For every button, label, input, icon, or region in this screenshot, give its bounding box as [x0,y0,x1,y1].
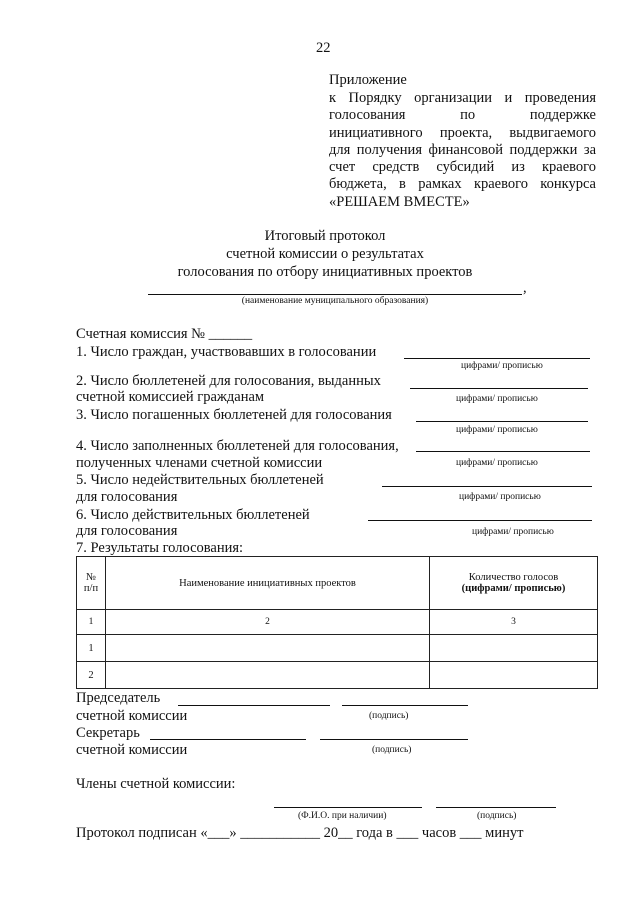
header-num [77,557,106,610]
chairman-name-field[interactable] [178,705,330,706]
protocol-title: Итоговый протокол [264,228,386,244]
commission-number: Счетная комиссия № ______ [76,326,253,342]
item-3: 3. Число погашенных бюллетеней для голосования [76,407,392,423]
item-5: 5. Число недействительных бюллетеней [76,472,324,488]
item-2-field[interactable] [410,388,588,389]
header-num-line: № [85,572,97,583]
members-label: Члены счетной комиссии: [76,776,236,792]
row-name[interactable] [106,662,430,689]
chairman-label: Председатель [76,690,161,706]
item-4-caption: цифрами/ прописью [456,458,538,468]
table-header-row [77,557,598,610]
item-5-cont: для голосования [76,489,178,505]
item-7: 7. Результаты голосования: [76,540,244,556]
item-3-field[interactable] [416,421,588,422]
municipality-caption: (наименование муниципального образования) [241,296,429,306]
signed-line: Протокол подписан «___» ___________ 20__ года в ___ часов ___ минут [76,825,524,841]
member-signature-caption: (подпись) [477,811,517,821]
index-cell: 3 [430,610,598,635]
protocol-subtitle: счетной комиссии о результатах [226,246,424,262]
appendix-line: для получения финансовой поддержки за [329,141,596,158]
table-index-row [77,610,598,635]
header-votes-line: (цифрами/ прописью) [461,583,566,594]
item-1: 1. Число граждан, участвовавших в голосовании [76,344,377,360]
row-num: 1 [77,635,106,662]
protocol-subtitle-2: голосования по отбору инициативных проектов [177,264,473,280]
row-votes[interactable] [430,662,598,689]
results-table [76,556,598,689]
municipality-comma: , [523,280,527,296]
member-signature-field[interactable] [436,807,556,808]
row-name[interactable] [106,635,430,662]
appendix-line: бюджета, в рамках краевого конкурса [329,176,596,193]
appendix-line: голосования по поддержке [329,107,596,124]
chairman-signature-caption: (подпись) [369,711,409,721]
item-5-field[interactable] [382,486,592,487]
appendix-line: к Порядку организации и проведения [329,90,596,106]
item-2: 2. Число бюллетеней для голосования, выданных [76,373,381,389]
appendix-line: «РЕШАЕМ ВМЕСТЕ» [329,193,470,210]
appendix-line: счет средств субсидий из краевого [329,159,596,176]
row-votes[interactable] [430,635,598,662]
item-4: 4. Число заполненных бюллетеней для голосования, [76,438,399,454]
index-cell: 2 [106,610,430,635]
table-row [77,635,598,662]
chairman-label-cont: счетной комиссии [76,708,188,724]
secretary-name-field[interactable] [150,739,306,740]
appendix-line: инициативного проекта, выдвигаемого [329,124,596,141]
appendix-title: Приложение [329,72,407,88]
secretary-label-cont: счетной комиссии [76,742,188,758]
row-num: 2 [77,662,106,689]
header-votes-line: Количество голосов [468,572,559,583]
item-4-cont: полученных членами счетной комиссии [76,455,323,471]
item-1-field[interactable] [404,358,590,359]
item-6-field[interactable] [368,520,592,521]
item-6: 6. Число действительных бюллетеней [76,507,310,523]
header-votes [430,557,598,610]
item-5-caption: цифрами/ прописью [459,492,541,502]
member-name-field[interactable] [274,807,422,808]
secretary-signature-caption: (подпись) [372,745,412,755]
header-name: Наименование инициативных проектов [106,557,430,610]
municipality-line [148,294,522,295]
appendix-text [329,90,596,211]
secretary-signature-field[interactable] [320,739,468,740]
chairman-signature-field[interactable] [342,705,468,706]
table-row [77,662,598,689]
secretary-label: Секретарь [76,725,140,741]
item-2-cont: счетной комиссией гражданам [76,389,265,405]
index-cell: 1 [77,610,106,635]
item-3-caption: цифрами/ прописью [456,425,538,435]
item-2-caption: цифрами/ прописью [456,394,538,404]
item-6-caption: цифрами/ прописью [472,527,554,537]
item-6-cont: для голосования [76,523,178,539]
item-1-caption: цифрами/ прописью [461,361,543,371]
member-fio-caption: (Ф.И.О. при наличии) [298,811,387,821]
item-4-field[interactable] [416,451,590,452]
page-number: 22 [316,40,331,56]
header-num-line: п/п [83,583,99,594]
